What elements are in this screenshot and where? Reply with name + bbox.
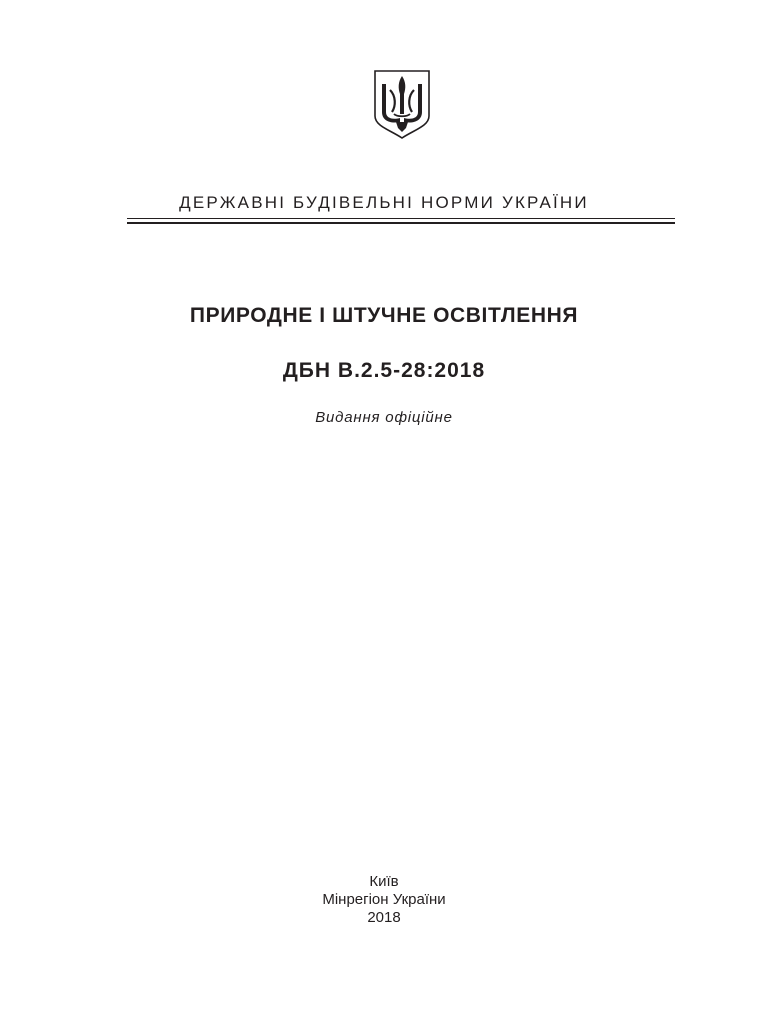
header-rule-top bbox=[127, 218, 675, 219]
edition-note: Видання офіційне bbox=[315, 409, 453, 426]
document-code: ДБН В.2.5-28:2018 bbox=[282, 359, 486, 382]
series-title: ДЕРЖАВНІ БУДІВЕЛЬНІ НОРМИ УКРАЇНИ bbox=[179, 193, 589, 212]
document-title: ПРИРОДНЕ І ШТУЧНЕ ОСВІТЛЕННЯ bbox=[189, 304, 579, 327]
emblem bbox=[372, 68, 432, 140]
imprint-year: 2018 bbox=[367, 909, 401, 926]
imprint-city: Київ bbox=[369, 873, 399, 890]
imprint bbox=[0, 873, 768, 927]
imprint-publisher: Мінрегіон України bbox=[322, 891, 446, 908]
header-rule-bottom bbox=[127, 222, 675, 224]
trident-icon bbox=[372, 68, 432, 140]
